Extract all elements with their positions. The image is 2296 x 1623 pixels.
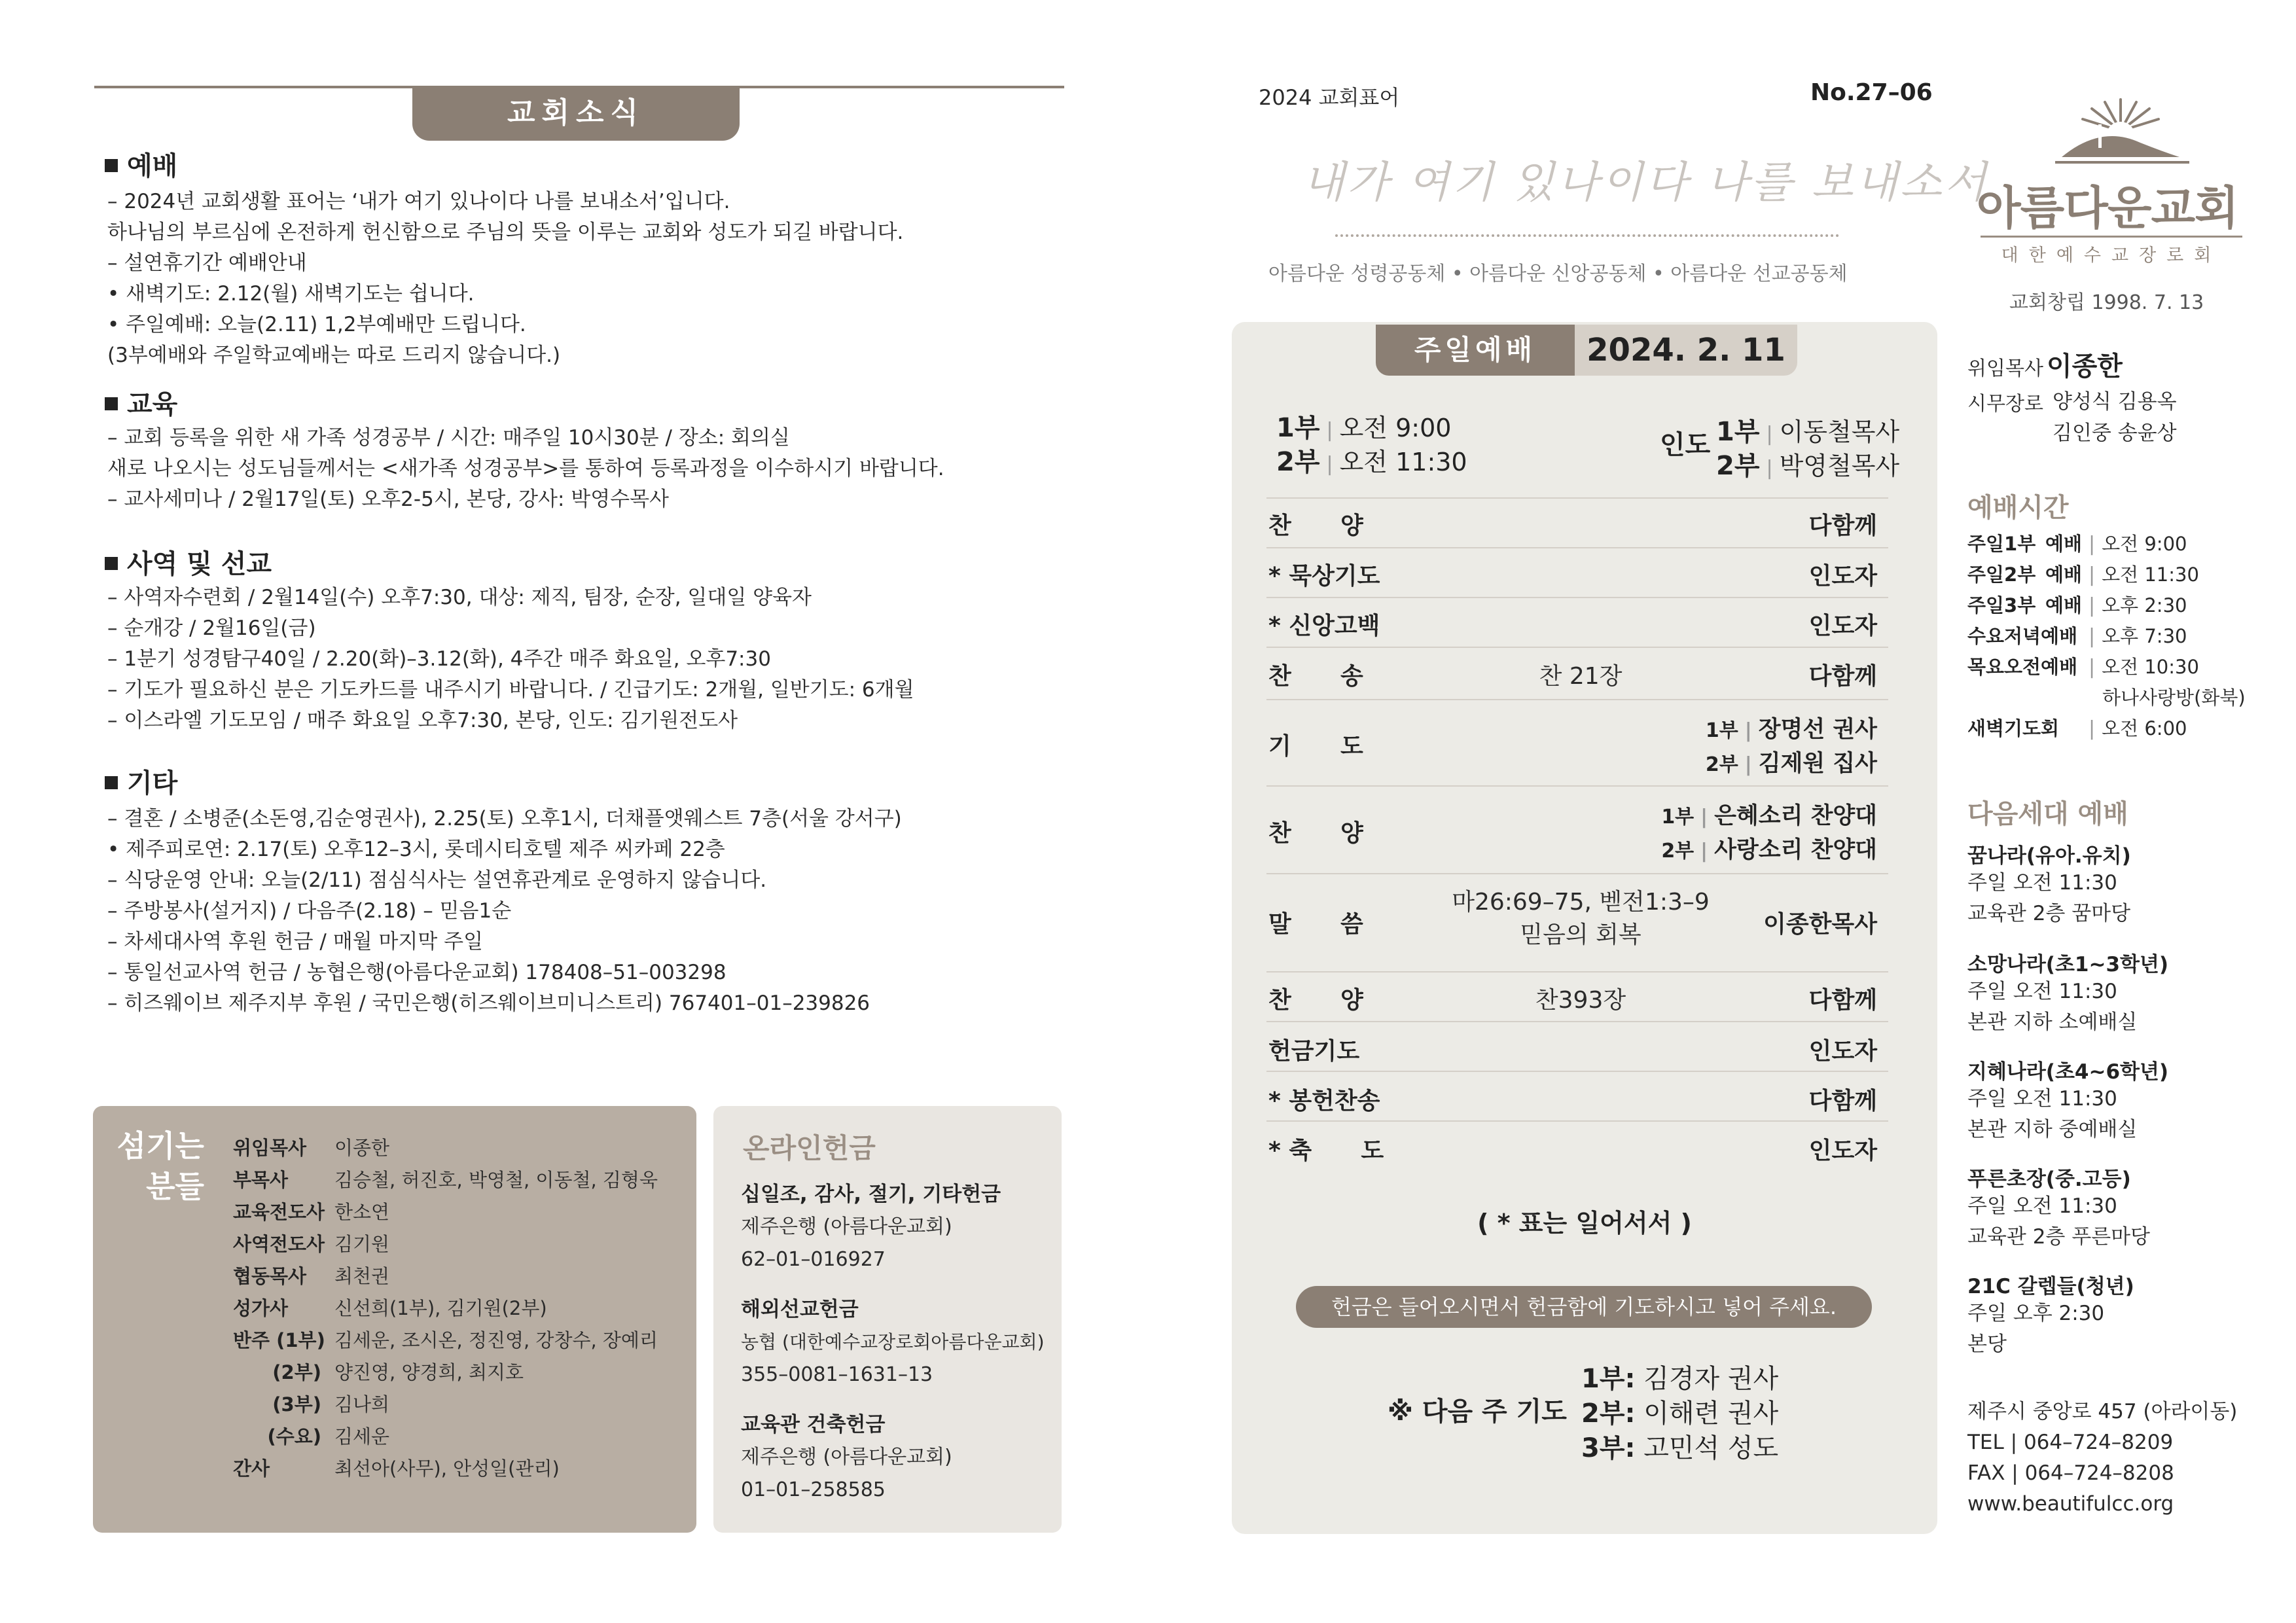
service-time-row: 수요저녁예배 | 오후 7:30 xyxy=(1967,625,2187,648)
news-line: – 차세대사역 후원 헌금 / 매월 마지막 주일 xyxy=(107,930,484,954)
news-line: – 2024년 교회생활 표어는 ‘내가 여기 있나이다 나를 보내소서’입니다. xyxy=(107,190,730,213)
section-heading-education: 교육 xyxy=(105,383,177,421)
news-line: • 주일예배: 오늘(2.11) 1,2부예배만 드립니다. xyxy=(107,313,526,336)
next-gen-place: 본관 지하 중예배실 xyxy=(1967,1118,2138,1141)
elders-line: 양성식 김용옥 xyxy=(2053,390,2177,414)
next-prayer-row: 1부: 김경자 권사 xyxy=(1581,1364,1779,1394)
staff-row: 교육전도사 한소연 xyxy=(233,1201,390,1223)
service-time-row: 목요오전예배 | 오전 10:30 xyxy=(1967,656,2199,679)
next-gen-place: 본관 지하 소예배실 xyxy=(1967,1010,2138,1034)
staff-row: 사역전도사 김기원 xyxy=(233,1233,390,1255)
service-time-row: 하나사랑방(화북) xyxy=(2102,687,2246,709)
staff-box-title: 섬기는 분들 xyxy=(117,1128,204,1204)
next-gen-place: 교육관 2층 꿈마당 xyxy=(1967,902,2131,925)
row-divider xyxy=(1266,785,1888,787)
news-line: – 교회 등록을 위한 새 가족 성경공부 / 시간: 매주일 10시30분 / 장소: 회의실 xyxy=(107,426,790,450)
next-gen-name: 소망나라(초1~3학년) xyxy=(1967,953,2169,976)
leader-1: 1부 | 이동철목사 xyxy=(1716,417,1900,447)
order-item-name: 찬 양 xyxy=(1268,987,1363,1014)
order-item-name: * 신앙고백 xyxy=(1268,613,1380,639)
church-address: 제주시 중앙로 457 (아라이동) xyxy=(1967,1400,2238,1423)
staff-row: 협동목사 최천권 xyxy=(233,1265,390,1287)
next-prayer-label: ※ 다음 주 기도 xyxy=(1388,1397,1567,1427)
order-item-name: 찬 양 xyxy=(1268,820,1363,847)
row-divider xyxy=(1266,647,1888,648)
section-heading-ministry: 사역 및 선교 xyxy=(105,543,272,580)
online-offering-title: 온라인헌금 xyxy=(743,1132,876,1164)
order-item-right: 인도자 xyxy=(1808,563,1877,590)
church-fax: FAX | 064–724–8208 xyxy=(1967,1461,2174,1485)
communities-line: 아름다운 성령공동체 • 아름다운 신앙공동체 • 아름다운 선교공동체 xyxy=(1268,262,1848,285)
order-item-right: 1부 | 은혜소리 찬양대 2부 | 사랑소리 찬양대 xyxy=(1661,803,1877,863)
news-title: 교회소식 xyxy=(412,86,740,141)
order-item-mid: 마26:69–75, 벧전1:3–9 믿음의 회복 xyxy=(1452,889,1710,948)
row-divider xyxy=(1266,1021,1888,1022)
order-item-name: 찬 송 xyxy=(1268,663,1363,690)
staff-row: 성가사 신선희(1부), 김기원(2부) xyxy=(233,1297,547,1319)
row-divider xyxy=(1266,547,1888,548)
order-item-right: 다함께 xyxy=(1808,987,1877,1014)
next-gen-time: 주일 오전 11:30 xyxy=(1967,1087,2117,1111)
order-item-right: 이종한목사 xyxy=(1763,911,1877,938)
staff-row: (2부) 양진영, 양경희, 최지호 xyxy=(272,1361,524,1383)
order-item-name: * 축 도 xyxy=(1268,1137,1384,1164)
order-item-right: 인도자 xyxy=(1808,1137,1877,1164)
next-prayer-row: 2부: 이해련 권사 xyxy=(1581,1399,1779,1429)
staff-row: (수요) 김세운 xyxy=(267,1425,390,1448)
founded-date: 교회창립 1998. 7. 13 xyxy=(2009,291,2204,314)
order-item-right: 인도자 xyxy=(1808,1038,1877,1065)
news-line: – 히즈웨이브 제주지부 후원 / 국민은행(히즈웨이브미니스트리) 767401–01–239826 xyxy=(107,991,870,1015)
bullet-square-icon xyxy=(105,776,118,789)
church-name: 아름다운교회 xyxy=(1977,181,2238,235)
news-line: – 순개강 / 2월16일(금) xyxy=(107,616,316,640)
news-line: – 기도가 필요하신 분은 기도카드를 내주시기 바랍니다. / 긴급기도: 2개월, 일반기도: 6개월 xyxy=(107,678,914,702)
next-gen-name: 푸른초장(중.고등) xyxy=(1967,1168,2131,1191)
service-time-2: 2부 | 오전 11:30 xyxy=(1276,447,1467,477)
bullet-square-icon xyxy=(105,397,118,410)
news-line: – 1분기 성경탐구40일 / 2.20(화)–3.12(화), 4주간 매주 화요일, 오후7:30 xyxy=(107,647,771,671)
order-item-right: 다함께 xyxy=(1808,1088,1877,1115)
news-line: – 주방봉사(설거지) / 다음주(2.18) – 믿음1순 xyxy=(107,899,512,923)
news-line: – 통일선교사역 헌금 / 농협은행(아름다운교회) 178408–51–003298 xyxy=(107,961,726,984)
order-item-mid: 찬393장 xyxy=(1535,987,1626,1014)
service-times-heading: 예배시간 xyxy=(1967,493,2069,523)
logo-divider xyxy=(1981,236,2242,238)
next-gen-name: 꿈나라(유아.유치) xyxy=(1967,844,2131,868)
leader-label: 인도 xyxy=(1660,430,1711,460)
news-line: – 이스라엘 기도모임 / 매주 화요일 오후7:30, 본당, 인도: 김기원전도사 xyxy=(107,709,738,732)
service-time-row: 주일1부 예배 | 오전 9:00 xyxy=(1967,533,2187,556)
order-item-right: 1부 | 장명선 권사 2부 | 김제원 집사 xyxy=(1705,717,1877,777)
row-divider xyxy=(1266,497,1888,499)
standing-note: ( * 표는 일어서서 ) xyxy=(1477,1209,1692,1238)
news-line: – 사역자수련회 / 2월14일(수) 오후7:30, 대상: 제직, 팀장, 순장, 일대일 양육자 xyxy=(107,586,812,609)
next-gen-time: 주일 오전 11:30 xyxy=(1967,871,2117,895)
worship-date: 2024. 2. 11 xyxy=(1575,325,1797,376)
order-item-name: 기 도 xyxy=(1268,733,1363,760)
church-tel: TEL | 064–724–8209 xyxy=(1967,1431,2174,1454)
offering-group: 십일조, 감사, 절기, 기타헌금 제주은행 (아름다운교회) 62–01–016927 xyxy=(741,1183,1001,1271)
bullet-square-icon xyxy=(105,159,118,172)
order-item-right: 다함께 xyxy=(1808,663,1877,690)
news-line: • 새벽기도: 2.12(월) 새벽기도는 쉽니다. xyxy=(107,282,475,306)
staff-row: (3부) 김나희 xyxy=(272,1393,390,1416)
next-gen-time: 주일 오후 2:30 xyxy=(1967,1302,2105,1325)
order-item-name: 말 씀 xyxy=(1268,911,1363,938)
row-divider xyxy=(1266,971,1888,972)
news-line: – 결혼 / 소병준(소돈영,김순영권사), 2.25(토) 오후1시, 더채플앳웨스트 7층(서울 강서구) xyxy=(107,807,902,830)
dotted-divider xyxy=(1335,234,1839,237)
news-line: (3부예배와 주일학교예배는 따로 드리지 않습니다.) xyxy=(107,344,561,367)
row-divider xyxy=(1266,699,1888,700)
order-item-name: * 봉헌찬송 xyxy=(1268,1088,1380,1115)
news-line: – 교사세미나 / 2월17일(토) 오후2-5시, 본당, 강사: 박영수목사 xyxy=(107,488,669,511)
section-worship-body xyxy=(107,187,903,371)
issue-number: No.27–06 xyxy=(1810,79,1933,106)
staff-row: 부목사 김승철, 허진호, 박영철, 이동철, 김형욱 xyxy=(233,1169,658,1191)
news-line: 새로 나오시는 성도님들께서는 <새가족 성경공부>를 통하여 등록과정을 이수하시기 바랍니다. xyxy=(107,457,944,480)
service-time-row: 새벽기도회 | 오전 6:00 xyxy=(1967,717,2187,740)
service-time-row: 주일2부 예배 | 오전 11:30 xyxy=(1967,563,2199,586)
staff-row: 반주 (1부) 김세운, 조시온, 정진영, 강창수, 장예리 xyxy=(233,1329,658,1351)
worship-tab-title: 주일예배 xyxy=(1376,325,1575,376)
next-gen-heading: 다음세대 예배 xyxy=(1967,799,2128,829)
denomination: 대한예수교장로회 xyxy=(2001,245,2222,266)
bullet-square-icon xyxy=(105,557,118,570)
order-item-name: 헌금기도 xyxy=(1268,1038,1360,1065)
row-divider xyxy=(1266,597,1888,598)
order-item-name: 찬 양 xyxy=(1268,512,1363,539)
section-etc-body xyxy=(107,804,902,1019)
row-divider xyxy=(1266,1071,1888,1072)
offering-notice: 헌금은 들어오시면서 헌금함에 기도하시고 넣어 주세요. xyxy=(1296,1286,1872,1328)
elders-line: 김인중 송윤상 xyxy=(2053,421,2177,445)
news-line: – 설연휴기간 예배안내 xyxy=(107,251,307,275)
next-gen-place: 본당 xyxy=(1967,1332,2007,1356)
section-heading-worship: 예배 xyxy=(105,145,177,183)
next-gen-time: 주일 오전 11:30 xyxy=(1967,980,2117,1003)
news-line: • 제주피로연: 2.17(토) 오후12–3시, 롯데시티호텔 제주 씨카페 22층 xyxy=(107,838,725,861)
section-heading-etc: 기타 xyxy=(105,762,177,800)
section-education-body xyxy=(107,423,944,515)
news-line: 하나님의 부르심에 온전하게 헌신함으로 주님의 뜻을 이루는 교회와 성도가 되길 바랍니다. xyxy=(107,221,904,244)
offering-group: 교육관 건축헌금 제주은행 (아름다운교회) 01–01–258585 xyxy=(741,1413,952,1501)
news-line: – 식당운영 안내: 오늘(2/11) 점심식사는 설연휴관계로 운영하지 않습니다. xyxy=(107,868,767,892)
order-item-name: * 묵상기도 xyxy=(1268,563,1380,590)
service-time-row: 주일3부 예배 | 오후 2:30 xyxy=(1967,594,2187,617)
senior-pastor: 위임목사 이종한 xyxy=(1967,351,2123,382)
row-divider xyxy=(1266,873,1888,874)
section-ministry-body xyxy=(107,582,914,736)
order-item-right: 다함께 xyxy=(1808,512,1877,539)
next-gen-time: 주일 오전 11:30 xyxy=(1967,1194,2117,1218)
row-divider xyxy=(1266,1120,1888,1122)
next-gen-name: 지혜나라(초4~6학년) xyxy=(1967,1060,2169,1084)
elders-label: 시무장로 xyxy=(1967,393,2043,416)
next-gen-place: 교육관 2층 푸른마당 xyxy=(1967,1225,2150,1249)
church-website[interactable]: www.beautifulcc.org xyxy=(1967,1492,2174,1516)
service-time-1: 1부 | 오전 9:00 xyxy=(1276,413,1452,443)
order-item-mid: 찬 21장 xyxy=(1539,663,1623,690)
offering-group: 해외선교헌금 농협 (대한예수교장로회아름다운교회) 355–0081–1631–13 xyxy=(741,1298,1045,1386)
next-gen-name: 21C 갈렙들(청년) xyxy=(1967,1275,2134,1298)
staff-row: 간사 최선아(사무), 안성일(관리) xyxy=(233,1457,560,1480)
next-prayer-row: 3부: 고민석 성도 xyxy=(1581,1433,1779,1463)
staff-row: 위임목사 이종한 xyxy=(233,1137,390,1159)
motto-calligraphy: 내가 여기 있나이다 나를 보내소서 xyxy=(1302,157,1989,207)
motto-label: 2024 교회표어 xyxy=(1259,85,1400,110)
leader-2: 2부 | 박영철목사 xyxy=(1716,451,1900,481)
church-logo-icon xyxy=(2042,92,2199,170)
order-item-right: 인도자 xyxy=(1808,613,1877,639)
